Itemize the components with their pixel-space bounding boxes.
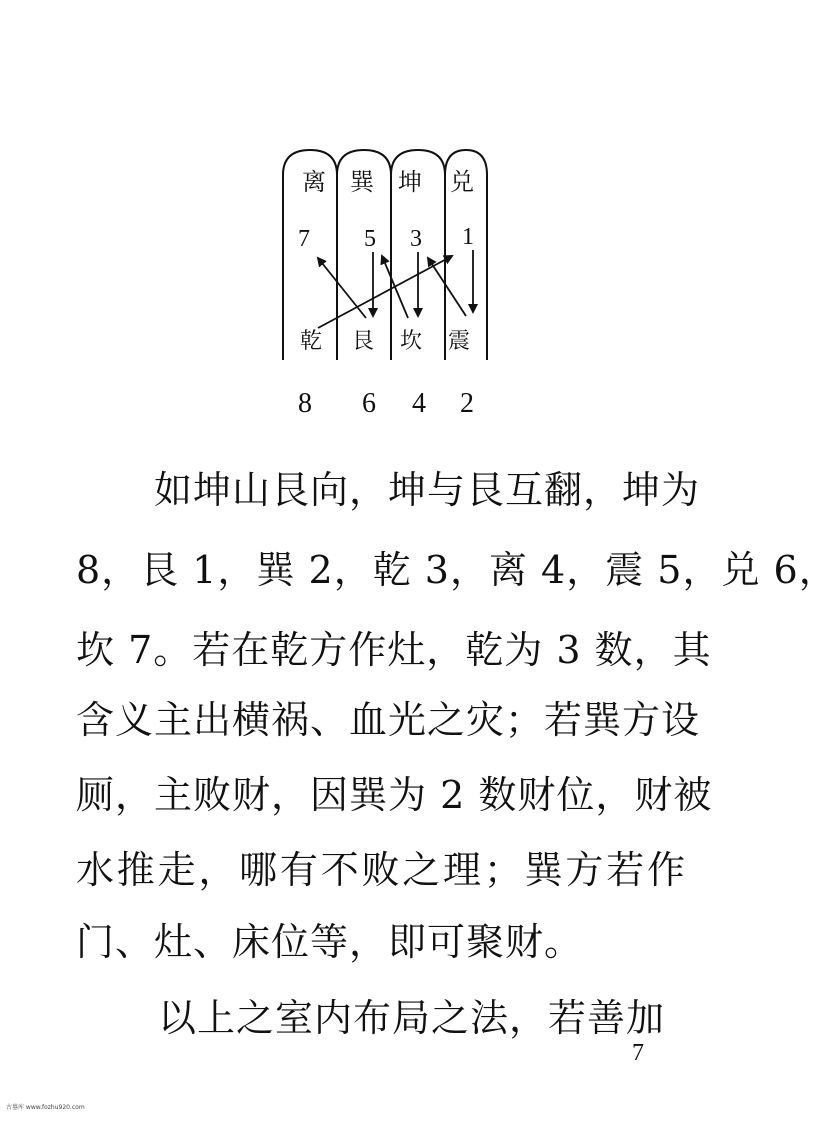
arrow-qian-to-kun (318, 256, 452, 328)
body-line-8: 以上之室内布局之法，若善加 (158, 996, 666, 1040)
body-line-6: 水推走，哪有不败之理；巽方若作 (76, 848, 686, 892)
exchange-diagram (0, 0, 749, 430)
body-line-7: 门、灶、床位等，即可聚财。 (76, 920, 584, 964)
bottom-number-qian: 8 (298, 388, 312, 419)
palace-label-qian: 乾 (300, 329, 323, 354)
palace-label-li: 离 (302, 168, 326, 196)
palace-label-zhen: 震 (448, 329, 471, 354)
bottom-number-zhen: 2 (460, 388, 474, 419)
palace-number-xun: 5 (364, 226, 376, 252)
palace-label-dui: 兑 (450, 168, 474, 196)
body-line-4: 含义主出横祸、血光之灾；若巽方设 (76, 698, 701, 742)
palace-number-li: 7 (298, 226, 310, 252)
body-line-3: 坎 7。若在乾方作灶，乾为 3 数，其 (76, 628, 712, 672)
body-line-2: 8，艮 1，巽 2，乾 3，离 4，震 5，兑 6， (76, 548, 838, 592)
palace-label-xun: 巽 (350, 168, 374, 196)
page-number: 7 (632, 1040, 644, 1066)
arrow-zhen-to-kun (428, 258, 466, 316)
bottom-number-kan: 4 (412, 388, 426, 419)
body-line-5: 厕，主败财，因巽为 2 数财位，财被 (76, 773, 713, 817)
bottom-number-gen: 6 (362, 388, 376, 419)
watermark-text: 古墓库 www.fozhu920.com (6, 1104, 85, 1111)
palace-label-kan: 坎 (400, 329, 423, 354)
arrow-qian-to-li (318, 258, 366, 318)
palace-label-kun: 坤 (398, 168, 422, 196)
palace-label-gen: 艮 (352, 329, 375, 354)
body-line-1: 如坤山艮向，坤与艮互翻，坤为 (154, 468, 701, 512)
palace-number-kun: 3 (410, 226, 422, 252)
palace-number-dui: 1 (462, 224, 474, 250)
